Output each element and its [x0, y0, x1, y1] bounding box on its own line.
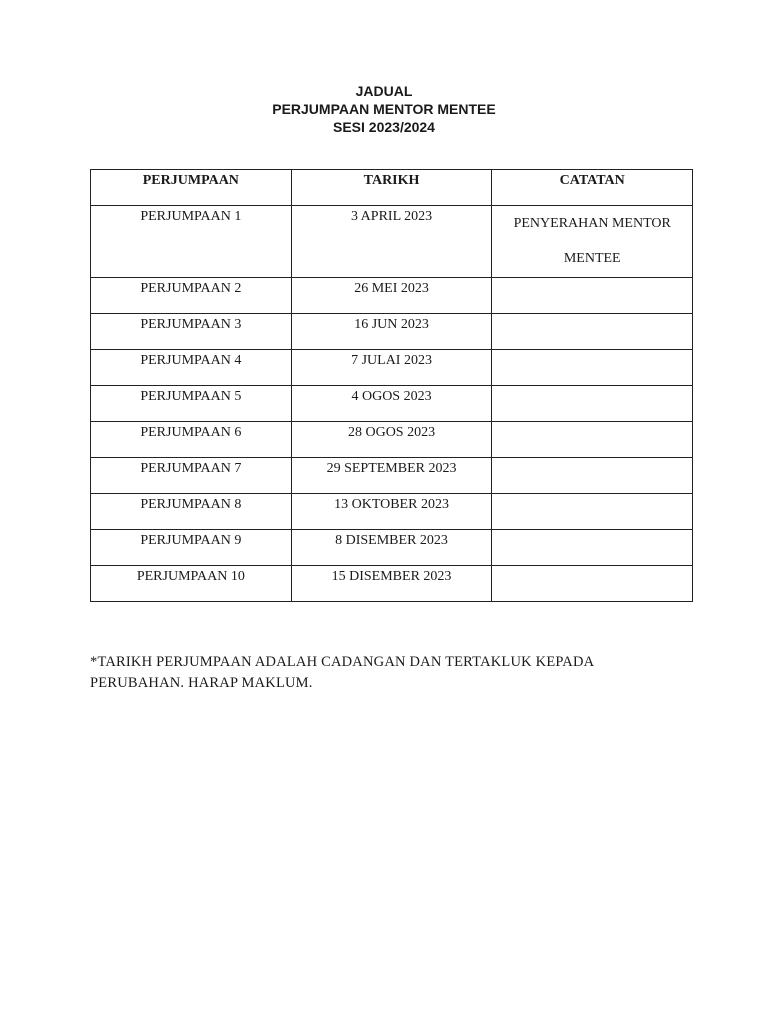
note-cell: [492, 386, 693, 422]
meeting-cell: PERJUMPAAN 6: [91, 422, 292, 458]
schedule-table: [90, 169, 693, 602]
table-row: [91, 566, 693, 602]
note-cell: [492, 314, 693, 350]
table-row: [91, 314, 693, 350]
table-row: [91, 206, 693, 278]
table-row: [91, 350, 693, 386]
meeting-cell: PERJUMPAAN 2: [91, 278, 292, 314]
date-cell: 4 OGOS 2023: [291, 386, 492, 422]
date-cell: 3 APRIL 2023: [291, 206, 492, 278]
document-title: [0, 82, 768, 136]
table-row: [91, 386, 693, 422]
note-cell: [492, 278, 693, 314]
date-cell: 26 MEI 2023: [291, 278, 492, 314]
note-cell: [492, 494, 693, 530]
meeting-cell: PERJUMPAAN 1: [91, 206, 292, 278]
title-line-2: PERJUMPAAN MENTOR MENTEE: [272, 101, 496, 117]
date-cell: 15 DISEMBER 2023: [291, 566, 492, 602]
title-line-1: JADUAL: [355, 83, 413, 99]
column-header-meeting: PERJUMPAAN: [91, 170, 292, 206]
meeting-cell: PERJUMPAAN 9: [91, 530, 292, 566]
column-header-note: CATATAN: [492, 170, 693, 206]
table-header-row: [91, 170, 693, 206]
date-cell: 7 JULAI 2023: [291, 350, 492, 386]
date-cell: 29 SEPTEMBER 2023: [291, 458, 492, 494]
note-cell: [492, 458, 693, 494]
title-line-3: SESI 2023/2024: [333, 119, 435, 135]
meeting-cell: PERJUMPAAN 5: [91, 386, 292, 422]
date-cell: 8 DISEMBER 2023: [291, 530, 492, 566]
table-row: [91, 494, 693, 530]
date-cell: 13 OKTOBER 2023: [291, 494, 492, 530]
note-cell: [492, 530, 693, 566]
meeting-cell: PERJUMPAAN 7: [91, 458, 292, 494]
column-header-date: TARIKH: [291, 170, 492, 206]
note-cell: [492, 422, 693, 458]
footnote: *TARIKH PERJUMPAAN ADALAH CADANGAN DAN TERTAKLUK KEPADA PERUBAHAN. HARAP MAKLUM.: [90, 653, 594, 691]
note-cell: [492, 350, 693, 386]
table-row: [91, 278, 693, 314]
note-cell: PENYERAHAN MENTOR MENTEE: [492, 206, 693, 278]
meeting-cell: PERJUMPAAN 3: [91, 314, 292, 350]
meeting-cell: PERJUMPAAN 4: [91, 350, 292, 386]
meeting-cell: PERJUMPAAN 8: [91, 494, 292, 530]
date-cell: 28 OGOS 2023: [291, 422, 492, 458]
table-row: [91, 422, 693, 458]
note-cell: [492, 566, 693, 602]
table-row: [91, 458, 693, 494]
meeting-cell: PERJUMPAAN 10: [91, 566, 292, 602]
date-cell: 16 JUN 2023: [291, 314, 492, 350]
table-row: [91, 530, 693, 566]
